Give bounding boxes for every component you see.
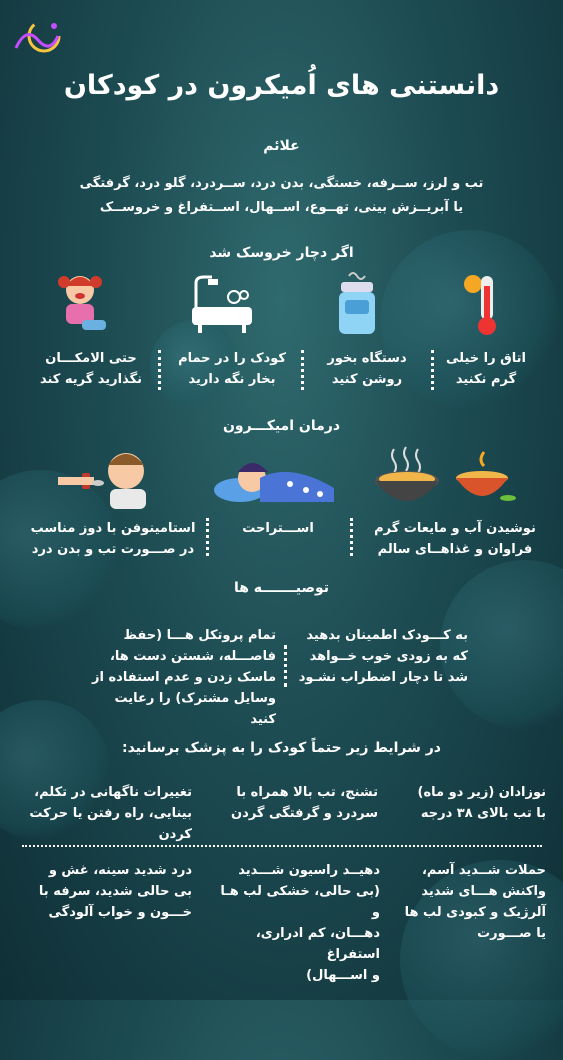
recommendation-line: فاصـــله، شستن دست ها، [109,649,276,664]
condition-line: و اســـهال) [306,968,380,983]
recommendations-heading: توصیـــــــه ها [233,580,330,596]
divider [22,845,542,847]
recommendation-line: تمام پروتکل هـــا (حفظ [123,628,276,643]
croup-item-1-line1: اتاق را خیلی [446,351,526,366]
recommendation-line: وسایل مشترک) را رعایت کنید [114,691,276,727]
treatment-item-2-line1: اســـتراحت [242,521,314,536]
croup-item-3-line2: بخار نگه دارید [188,372,276,387]
condition-line: بینایی، راه رفتن یا حرکت کردن [29,806,192,842]
croup-item-4-line2: نگذارید گریه کند [39,372,143,387]
condition-line: خـــون و خواب آلودگی [48,905,192,920]
divider [158,350,161,390]
croup-item-3-line1: کودک را در حمام [178,351,286,366]
divider [284,645,287,687]
condition-line: سردرد و گرفتگی گردن [231,806,378,821]
treatment-heading: درمان امیکـــرون [222,418,341,434]
treatment-item-1 [355,518,555,560]
doctor-condition [208,860,380,986]
croup-item-1-line2: گرم نکنید [455,372,517,387]
croup-item-4 [28,348,154,390]
crying-child-icon [52,270,112,342]
croup-item-2 [310,348,424,390]
tea-cup-icon [452,448,516,512]
condition-line: تغییرات ناگهانی در تکلم، [34,785,192,800]
humidifier-icon [333,270,381,344]
croup-item-2-line1: دستگاه بخور [327,351,407,366]
doctor-condition [22,860,192,923]
divider [350,518,353,556]
doctor-condition [14,782,192,845]
condition-line: نوزادان (زیر دو ماه) [417,785,546,800]
croup-item-4-line1: حتی الامکـــان [45,351,137,366]
thermometer-icon [463,272,509,342]
brand-logo [10,14,64,62]
condition-line: واکنش هـــای شدید [421,884,546,899]
doctor-condition [208,782,378,824]
treatment-item-3 [24,518,202,560]
treatment-item-3-line2: در صـــورت تب و بدن درد [31,542,195,557]
recommendation-line: که به زودی خوب خــواهد [309,649,468,664]
condition-line: حملات شــدید آسم، [421,863,546,878]
treatment-item-1-line2: فراوان و غذاهــای سالم [377,542,533,557]
recommendation-left [90,625,276,730]
sleeping-child-icon [210,448,340,514]
croup-heading: اگر دچار خروسک شد [209,245,354,261]
page-title: دانستنی های اُمیکرون در کودکان [63,70,500,101]
croup-item-3 [168,348,296,390]
treatment-item-2 [213,518,343,539]
croup-item-1 [438,348,534,390]
doctor-heading: در شرایط زیر حتماً کودک را به پزشک برسانید: [122,740,441,756]
divider [301,350,304,390]
medicine-spoon-icon [54,445,154,515]
symptoms-heading: علائم [263,138,300,154]
recommendation-line: به کـــودک اطمینان بدهید [306,628,468,643]
condition-line: تشنج، تب بالا همراه با [236,785,378,800]
condition-line: دهیــد راسیون شـــدید [238,863,380,878]
condition-line: بی حالی شدید، سرفه با [38,884,192,899]
treatment-item-3-line1: استامینوفن با دوز مناسب [30,521,196,536]
symptoms-line2: یا آبریــزش بینی، تهــوع، اســهال، اســتفراغ و خروســک [99,200,464,215]
condition-line: با تب بالای ۳۸ درجه [420,806,546,821]
doctor-condition [396,860,546,944]
soup-icon [372,445,442,513]
symptoms-line1: تب و لرز، ســرفه، خستگی، بدن درد، ســردرد، گلو درد، گرفتگی [79,176,484,191]
recommendation-line: شد تا دچار اضطراب نشـود [298,670,468,685]
condition-line: آلرژیک و کبودی لب ها [404,905,546,920]
recommendation-right [296,625,468,688]
divider [206,518,209,556]
condition-line: درد شدید سینه، غش و [48,863,192,878]
doctor-condition [396,782,546,824]
treatment-item-1-line1: نوشیدن آب و مایعات گرم [374,521,536,536]
recommendation-line: ماسک زدن و عدم استفاده از [92,670,276,685]
condition-line: (بی حالی، خشکی لب هـا و [220,884,380,920]
divider [431,350,434,390]
croup-item-2-line2: روشن کنید [331,372,403,387]
bathtub-icon [188,275,254,341]
condition-line: دهـــان، کم ادراری، استفراغ [255,926,380,962]
condition-line: یا صـــورت [477,926,546,941]
